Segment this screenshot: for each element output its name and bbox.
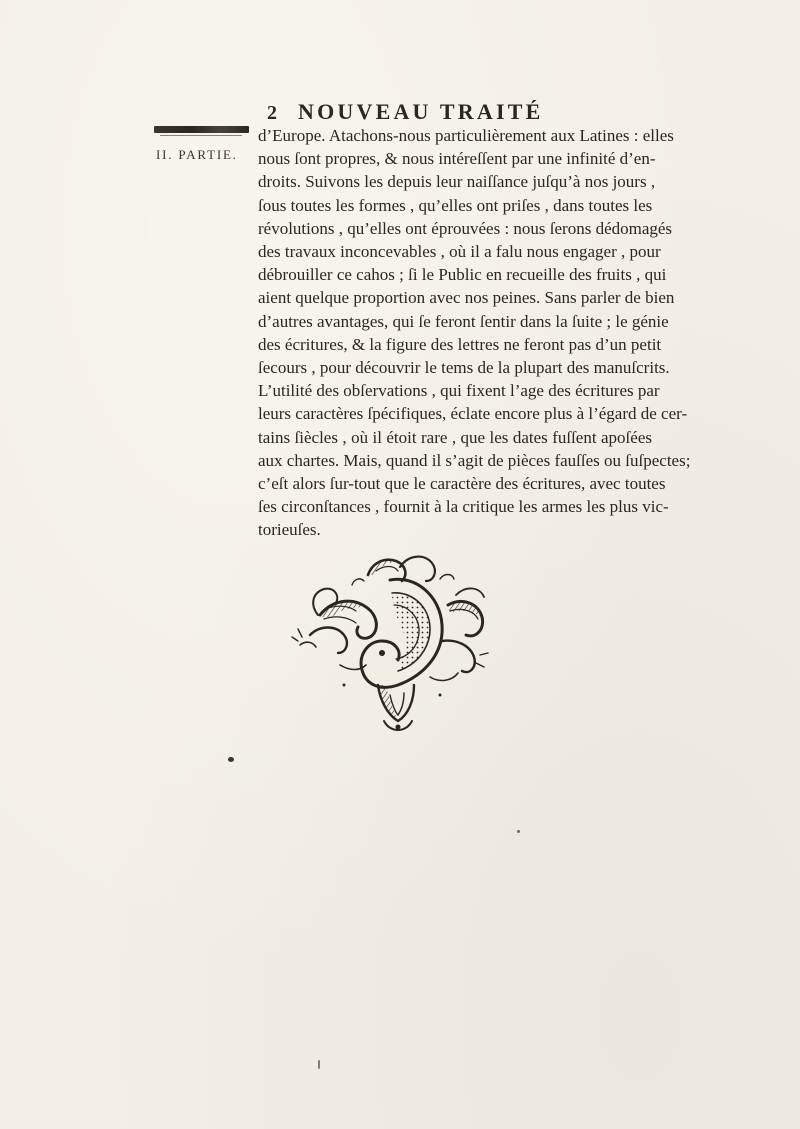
text-line: des écritures, & la figure des lettres ne feront pas d’un petit [258, 334, 662, 354]
ink-speck [228, 757, 234, 762]
text-line: aient quelque proportion avec nos peines. Sans parler de bien [258, 288, 675, 308]
text-line: ſous toutes les formes , qu’elles ont priſes , dans toutes les [258, 195, 653, 215]
margin-rule-hairline [160, 135, 242, 136]
text-line: d’autres avantages, qui ſe feront ſentir dans la ſuite ; le génie [258, 311, 669, 331]
text-line: droits. Suivons les depuis leur naiſſance juſqu’à nos jours , [258, 172, 656, 192]
text-line: ſecours , pour découvrir le tems de la plupart des manuſcrits. [258, 358, 670, 378]
rocaille-cul-de-lampe-icon [280, 545, 505, 740]
text-line: nous ſont propres, & nous intéreſſent par une infinité d’en- [258, 149, 656, 169]
ink-speck [517, 830, 520, 833]
text-line: tains ſiècles , où il étoit rare , que les dates fuſſent apoſées [258, 427, 652, 447]
margin-note: II. PARTIE. [156, 147, 238, 162]
text-line: aux chartes. Mais, quand il s’agit de pièces fauſſes ou ſuſpectes; [258, 450, 691, 470]
text-line-last: torieuſes. [258, 520, 321, 540]
text-line: d’Europe. Atachons-nous particulièrement aux Latines : elles [258, 126, 674, 145]
page-number: 2 [267, 102, 277, 124]
running-head: NOUVEAU TRAITÉ [298, 99, 544, 124]
text-line: leurs caractères ſpécifiques, éclate encore plus à l’égard de cer- [258, 404, 688, 424]
text-line: des travaux inconcevables , où il a falu nous engager , pour [258, 242, 661, 262]
text-line: débrouiller ce cahos ; ſi le Public en recueille des fruits , qui [258, 265, 667, 285]
text-line: révolutions , qu’elles ont éprouvées : nous ſerons dédomagés [258, 218, 673, 238]
text-line: L’utilité des obſervations , qui fixent l’age des écritures par [258, 381, 660, 401]
text-line: ſes circonſtances , fournit à la critique les armes les plus vic- [258, 497, 669, 517]
body-text [258, 124, 691, 542]
text-line: c’eſt alors ſur-tout que le caractère des écritures, avec toutes [258, 474, 666, 494]
margin-rule [154, 126, 249, 133]
ink-speck [318, 1060, 320, 1069]
